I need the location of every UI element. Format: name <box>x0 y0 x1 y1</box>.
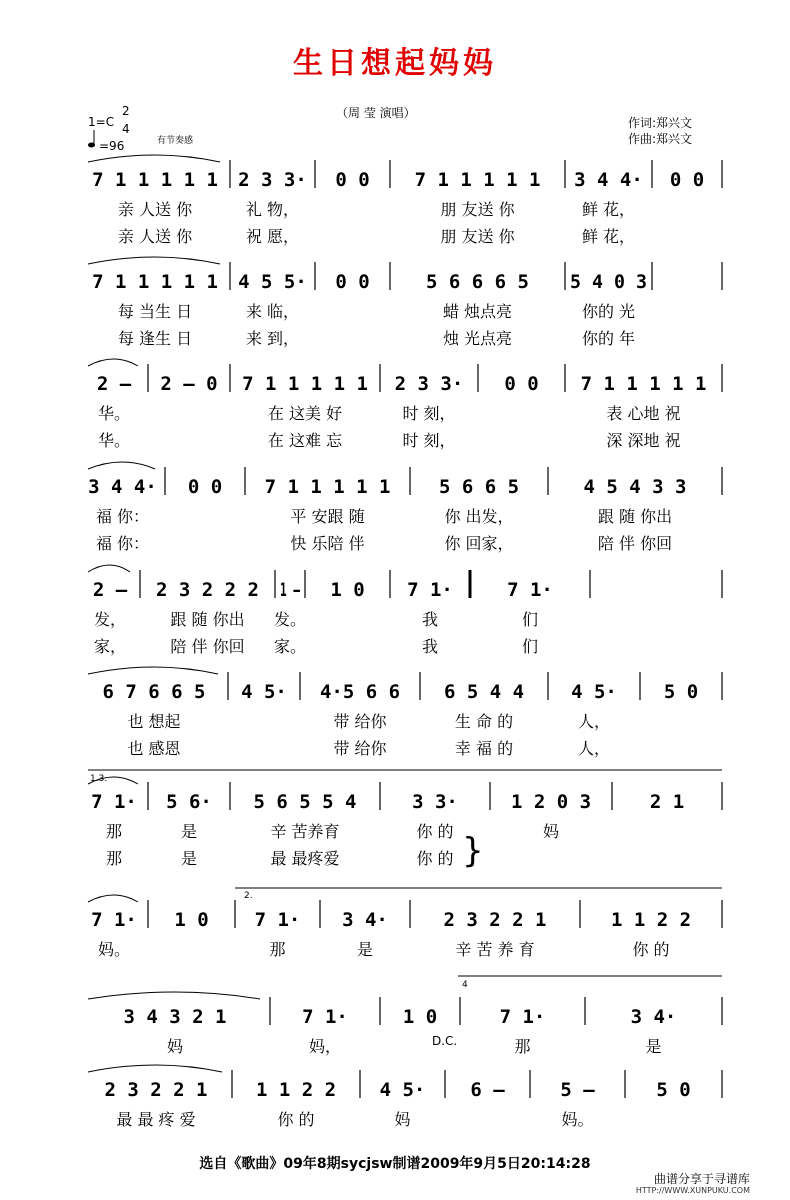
lyric-verse1: 是 <box>180 822 198 841</box>
lyric-verse1: 朋 友送 你 <box>440 200 515 219</box>
watermark-url: HTTP://WWW.XUNPUKU.COM <box>635 1186 750 1195</box>
measure-notes: 2 – <box>96 373 132 395</box>
lyric-verse1: 也 想起 <box>127 712 181 731</box>
measure-notes: 6 5 4 4 <box>443 681 525 703</box>
measure-notes: 5 6 5 5 4 <box>253 791 357 813</box>
lyric-verse2: 烛 光点亮 <box>442 329 513 348</box>
lyric-verse1: 鲜 花， <box>581 200 636 219</box>
lyric-verse2: 华。 <box>97 431 131 450</box>
measure-notes: 0 0 <box>669 169 705 191</box>
lyric-verse1: 妈 <box>394 1110 411 1129</box>
lyric-verse1: 妈 <box>542 822 560 841</box>
measure-notes: 3 4· <box>342 909 388 931</box>
lyric-verse2: 我 <box>421 637 439 656</box>
slur-mark <box>88 895 138 902</box>
measure-notes: 7 1 1 1 1 1 <box>92 169 218 191</box>
lyric-verse2: 福 你： <box>95 534 150 553</box>
measure-notes: 7 1· <box>91 909 137 931</box>
measure-notes: 7 1· <box>499 1006 546 1028</box>
lyric-verse1: 是 <box>356 940 374 959</box>
lyric-verse2: 家。 <box>273 637 307 656</box>
lyric-verse2: 你 的 <box>416 849 454 868</box>
measure-notes: 3 4· <box>630 1006 677 1028</box>
lyric-verse2: 你 回家， <box>444 534 514 553</box>
measure-notes: 0 0 <box>335 169 370 191</box>
lyric-verse1: 妈 <box>166 1037 184 1056</box>
measure-notes: 4 5 4 3 3 <box>583 476 687 498</box>
measure-notes: 0 0 <box>335 271 370 293</box>
lyric-verse2: 来 到， <box>245 329 300 348</box>
measure-notes: 7 1 1 1 1 1 <box>264 476 391 498</box>
dc-mark: D.C. <box>432 1034 458 1048</box>
measure-notes: 2 1 <box>649 791 685 813</box>
measure-notes: 2 – 0 <box>160 373 218 395</box>
lyric-verse1: 福 你： <box>95 507 150 526</box>
lyric-verse1: 在 这美 好 <box>267 404 343 423</box>
lyric-verse2: 快 乐陪 伴 <box>290 534 365 553</box>
measure-notes: 5 4 0 3 <box>570 271 647 293</box>
measure-notes: 2 3 2 2 1 <box>104 1079 208 1101</box>
lyric-verse1: 辛 苦 养 育 <box>455 940 535 959</box>
measure-notes: 7 1· <box>302 1006 348 1028</box>
measure-notes: 7 1 1 1 1 1 <box>242 373 368 395</box>
lyric-verse1: 最 最 疼 爱 <box>116 1110 196 1129</box>
lyric-verse1: 是 <box>645 1037 662 1056</box>
measure-notes: 1 2 0 3 <box>510 791 592 813</box>
expression-mark: 有节奏感 <box>157 136 194 146</box>
lyric-verse1: 辛 苦养育 <box>270 822 340 841</box>
measure-notes: 1 0 <box>402 1006 438 1028</box>
measure-notes: 6 – <box>470 1079 505 1101</box>
lyric-verse1: 你 出发， <box>444 507 514 526</box>
lyric-verse1: 发， <box>93 610 127 629</box>
measure-notes: 7 1· <box>407 579 453 601</box>
lyric-verse2: 鲜 花， <box>581 227 636 246</box>
time-signature-top: 2 <box>122 104 130 118</box>
measure-notes: 3 4 4· <box>574 169 643 191</box>
slur-mark <box>88 667 218 674</box>
measure-notes: 4·5 6 6 <box>319 681 401 703</box>
lyric-verse2: 陪 伴 你回 <box>170 637 245 656</box>
measure-notes: 5 6 6 6 5 <box>426 271 529 293</box>
measure-notes: 6 7 6 6 5 <box>102 681 206 703</box>
lyric-verse1: 跟 随 你出 <box>597 507 673 526</box>
measure-notes: 5 0 <box>656 1079 691 1101</box>
measure-notes: 7 1· <box>507 579 553 601</box>
lyric-verse1: 表 心地 祝 <box>606 404 681 423</box>
lyric-verse2: 亲 人送 你 <box>117 227 193 246</box>
lyric-verse1: 们 <box>521 610 539 629</box>
lyric-verse2: 陪 伴 你回 <box>597 534 673 553</box>
measure-notes: 1 0 <box>330 579 365 601</box>
lyric-verse1: 人， <box>577 712 611 731</box>
lyric-verse1: 你 的 <box>277 1110 315 1129</box>
lyric-verse1: 妈。 <box>97 940 131 959</box>
composer-credit: 作曲:郑兴文 <box>628 132 693 146</box>
lyric-verse2: 那 <box>105 849 123 868</box>
slur-mark <box>88 462 155 469</box>
lyric-verse2: 最 最疼爱 <box>270 849 340 868</box>
measure-notes: 1 1 2 2 <box>610 909 692 931</box>
measure-notes: 2 3 2 2 2 <box>156 579 259 601</box>
tempo-mark: =96 <box>99 139 125 153</box>
lyric-verse1: 发。 <box>273 610 307 629</box>
measure-notes: 4 5 5· <box>238 271 307 293</box>
volta-label: 2. <box>244 891 253 901</box>
lyric-verse2: 带 给你 <box>333 739 387 758</box>
measure-notes: 5 6 6 5 <box>438 476 520 498</box>
time-signature-bottom: 4 <box>122 122 130 136</box>
lyric-verse1: 你的 光 <box>581 302 636 321</box>
lyric-verse2: 每 逢生 日 <box>117 329 193 348</box>
watermark-text: 曲谱分享于寻谱库 <box>653 1172 750 1186</box>
lyric-verse1: 妈。 <box>561 1110 594 1129</box>
lyric-verse2: 是 <box>180 849 198 868</box>
measure-notes: 4 5· <box>241 681 287 703</box>
slur-mark <box>88 992 260 999</box>
lyric-verse2: 朋 友送 你 <box>440 227 515 246</box>
key-signature: 1=C <box>88 115 115 129</box>
lyric-verse1: 平 安跟 随 <box>290 507 365 526</box>
lyric-verse1: 带 给你 <box>333 712 387 731</box>
lyric-verse2: 幸 福 的 <box>454 739 514 758</box>
lyricist-credit: 作词:郑兴文 <box>628 116 693 130</box>
lyric-verse1: 妈， <box>308 1037 342 1056</box>
lyric-verse2: 也 感恩 <box>127 739 181 758</box>
lyric-verse2: 你的 年 <box>581 329 636 348</box>
lyric-verse2: 祝 愿， <box>245 227 300 246</box>
lyric-verse1: 你 的 <box>416 822 454 841</box>
source-footer: 选自《歌曲》09年8期sycjsw制谱2009年9月5日20:14:28 <box>199 1156 591 1172</box>
slur-mark <box>88 565 130 572</box>
measure-notes: 1 – <box>280 579 301 601</box>
lyric-verse1: 跟 随 你出 <box>170 610 245 629</box>
volta-label: 1.3. <box>90 774 108 784</box>
lyric-verse1: 礼 物， <box>245 200 300 219</box>
measure-notes: 7 1 1 1 1 1 <box>414 169 541 191</box>
slur-mark <box>88 359 138 366</box>
lyric-verse2: 深 深地 祝 <box>606 431 681 450</box>
song-title: 生日想起妈妈 <box>293 46 497 81</box>
lyric-verse1: 来 临， <box>245 302 300 321</box>
lyric-verse2: 时 刻， <box>402 431 456 450</box>
lyric-brace: } <box>462 831 484 871</box>
lyric-verse2: 人， <box>577 739 611 758</box>
slur-mark <box>88 1065 222 1072</box>
slur-mark <box>88 155 220 162</box>
performer: （周 莹 演唱） <box>336 106 416 120</box>
lyric-verse1: 蜡 烛点亮 <box>442 302 513 321</box>
lyric-verse1: 那 <box>105 822 123 841</box>
lyric-verse1: 生 命 的 <box>454 712 514 731</box>
measure-notes: 1 0 <box>174 909 209 931</box>
lyric-verse1: 时 刻， <box>402 404 456 423</box>
measure-notes: 3 3· <box>412 791 458 813</box>
measure-notes: 7 1· <box>91 791 137 813</box>
measure-notes: 2 3 3· <box>394 373 464 395</box>
lyric-verse1: 你 的 <box>632 940 670 959</box>
lyric-verse1: 那 <box>514 1037 531 1056</box>
measure-notes: 7 1 1 1 1 1 <box>580 373 707 395</box>
lyric-verse2: 在 这难 忘 <box>267 431 343 450</box>
measure-notes: 2 – <box>92 579 128 601</box>
lyric-verse1: 我 <box>421 610 439 629</box>
measure-notes: 2 3 3· <box>238 169 307 191</box>
volta-label: 4 <box>462 980 468 990</box>
measure-notes: 2 3 2 2 1 <box>443 909 547 931</box>
lyric-verse1: 每 当生 日 <box>117 302 193 321</box>
measure-notes: 7 1 1 1 1 1 <box>92 271 218 293</box>
measure-notes: 1 1 2 2 <box>255 1079 337 1101</box>
measure-notes: 7 1· <box>254 909 301 931</box>
measure-notes: 5 – <box>560 1079 595 1101</box>
measure-notes: 5 6· <box>166 791 212 813</box>
measure-notes: 3 4 3 2 1 <box>123 1006 227 1028</box>
slur-mark <box>88 257 220 264</box>
measure-notes: 0 0 <box>504 373 539 395</box>
lyric-verse1: 那 <box>269 940 286 959</box>
measure-notes: 0 0 <box>187 476 223 498</box>
lyric-verse2: 家， <box>93 637 127 656</box>
lyric-verse1: 亲 人送 你 <box>117 200 193 219</box>
measure-notes: 3 4 4· <box>88 476 157 498</box>
measure-notes: 4 5· <box>571 681 617 703</box>
lyric-verse1: 华。 <box>97 404 131 423</box>
measure-notes: 5 0 <box>663 681 699 703</box>
measure-notes: 4 5· <box>379 1079 426 1101</box>
lyric-verse2: 们 <box>521 637 539 656</box>
